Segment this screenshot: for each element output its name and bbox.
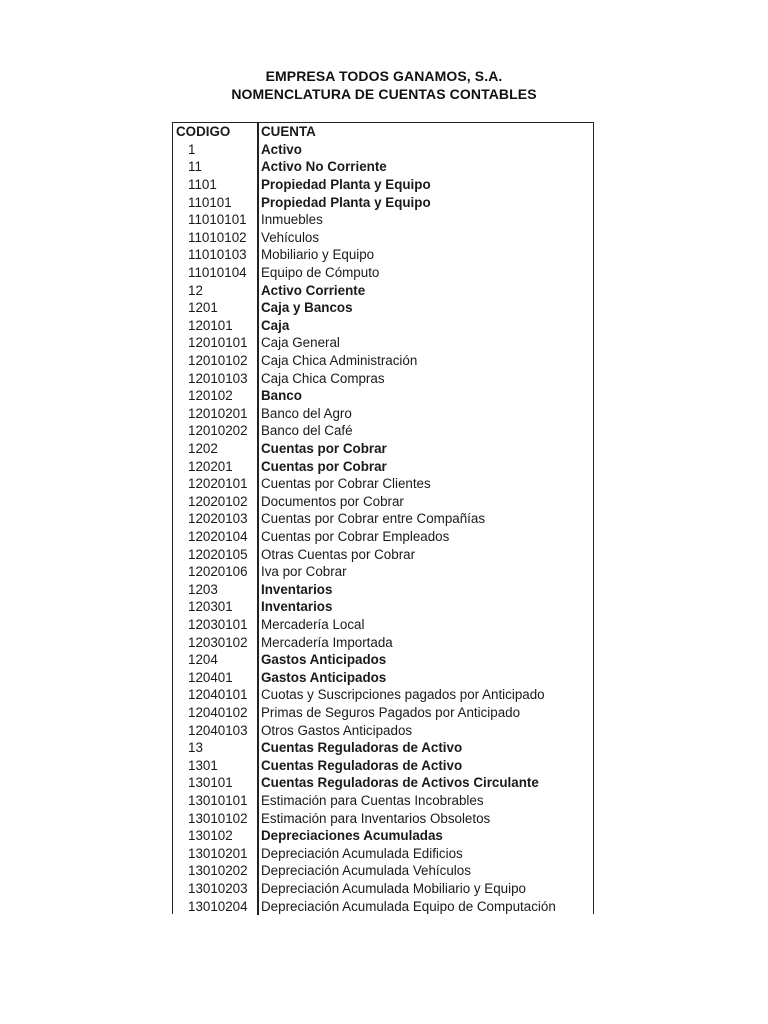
account-code: 12020104: [188, 529, 248, 544]
table-row: [173, 528, 593, 546]
account-code: 13010203: [188, 881, 248, 896]
account-code: 110101: [188, 194, 232, 210]
table-row: [173, 704, 593, 722]
header-account: CUENTA: [261, 124, 316, 139]
header-code: CODIGO: [176, 124, 231, 139]
account-code: 120201: [188, 458, 233, 474]
account-name: Propiedad Planta y Equipo: [261, 177, 431, 192]
account-name: Cuentas Reguladoras de Activo: [261, 740, 463, 756]
account-name: Activo: [261, 141, 302, 157]
table-row: [173, 475, 593, 493]
account-code: 120101: [188, 317, 233, 333]
account-code: 1204: [188, 652, 218, 668]
account-name: Primas de Seguros Pagados por Anticipado: [261, 705, 521, 720]
account-code: 1203: [188, 581, 218, 597]
account-code: 12020102: [188, 493, 248, 509]
account-name: Cuotas y Suscripciones pagados por Anticipado: [261, 687, 545, 703]
table-row: [173, 370, 593, 388]
account-name: Otros Gastos Anticipados: [261, 722, 413, 738]
table-row: [173, 634, 593, 652]
account-code: 11: [188, 159, 202, 175]
account-code: 13010202: [188, 863, 248, 879]
account-code: 12010201: [188, 405, 248, 421]
account-name: Banco del Agro: [261, 405, 352, 421]
account-name: Mercadería Local: [261, 617, 365, 632]
account-code: 12030102: [188, 634, 248, 650]
account-name: Caja Chica Compras: [261, 370, 385, 386]
account-code: 13010101: [188, 793, 248, 808]
account-name: Gastos Anticipados: [261, 669, 387, 685]
account-code: 1: [188, 141, 196, 157]
account-name: Depreciación Acumulada Mobiliario y Equipo: [261, 881, 526, 896]
account-code: 1101: [188, 177, 217, 192]
table-row: [173, 792, 593, 810]
account-name: Banco del Café: [261, 423, 353, 439]
table-row: [173, 546, 593, 564]
account-code: 11010103: [188, 247, 247, 263]
account-code: 12010101: [188, 335, 248, 351]
account-code: 120102: [188, 388, 233, 404]
account-name: Iva por Cobrar: [261, 564, 347, 580]
account-name: Depreciación Acumulada Edificios: [261, 845, 463, 861]
account-code: 11010102: [188, 229, 247, 245]
account-code: 12040102: [188, 705, 248, 720]
account-code: 11010104: [188, 265, 247, 280]
table-row: [173, 246, 593, 264]
account-code: 1201: [188, 300, 218, 316]
table-row: [173, 317, 593, 335]
table-header-row: [173, 123, 593, 141]
account-code: 12020105: [188, 546, 248, 562]
account-name: Cuentas por Cobrar: [261, 441, 387, 456]
account-name: Gastos Anticipados: [261, 652, 387, 668]
table-row: [173, 774, 593, 792]
document-title: NOMENCLATURA DE CUENTAS CONTABLES: [231, 86, 537, 102]
table-row: [173, 563, 593, 581]
table-row: [173, 493, 593, 511]
account-code: 13: [188, 740, 203, 756]
table-row: [173, 898, 593, 916]
table-row: [173, 757, 593, 775]
table-row: [173, 616, 593, 634]
table-row: [173, 686, 593, 704]
account-code: 12040101: [188, 687, 248, 703]
table-row: [173, 862, 593, 880]
account-code: 130102: [188, 828, 233, 844]
account-name: Cuentas Reguladoras de Activos Circulante: [261, 775, 539, 791]
account-code: 13010204: [188, 898, 248, 914]
table-row: [173, 387, 593, 405]
account-name: Depreciación Acumulada Equipo de Computación: [261, 898, 556, 914]
account-name: Depreciaciones Acumuladas: [261, 828, 443, 844]
account-name: Cuentas por Cobrar: [261, 458, 387, 474]
table-row: [173, 176, 593, 194]
account-name: Inventarios: [261, 599, 333, 615]
account-name: Cuentas por Cobrar Empleados: [261, 529, 450, 544]
account-name: Banco: [261, 388, 302, 404]
table-row: [173, 229, 593, 247]
account-code: 12020103: [188, 511, 248, 527]
account-name: Activo No Corriente: [261, 159, 387, 175]
table-row: [173, 422, 593, 440]
table-row: [173, 282, 593, 300]
table-row: [173, 739, 593, 757]
account-name: Equipo de Cómputo: [261, 265, 380, 280]
account-code: 120301: [188, 599, 233, 615]
account-code: 12010103: [188, 370, 248, 386]
table-row: [173, 581, 593, 599]
account-code: 1202: [188, 441, 218, 456]
account-code: 12: [188, 282, 203, 298]
company-title: EMPRESA TODOS GANAMOS, S.A.: [265, 68, 503, 84]
account-name: Otras Cuentas por Cobrar: [261, 546, 416, 562]
account-code: 12020101: [188, 476, 248, 492]
table-row: [173, 598, 593, 616]
account-name: Inmuebles: [261, 212, 323, 228]
table-row: [173, 669, 593, 687]
account-code: 12040103: [188, 722, 248, 738]
account-code: 1301: [188, 757, 218, 773]
account-name: Vehículos: [261, 229, 320, 245]
account-name: Mercadería Importada: [261, 634, 393, 650]
account-name: Estimación para Inventarios Obsoletos: [261, 810, 491, 826]
table-row: [173, 264, 593, 282]
account-name: Inventarios: [261, 581, 333, 597]
account-name: Cuentas por Cobrar Clientes: [261, 476, 431, 492]
account-code: 12020106: [188, 564, 248, 580]
account-code: 12010202: [188, 423, 248, 439]
table-row: [173, 845, 593, 863]
account-name: Documentos por Cobrar: [261, 493, 404, 509]
table-row: [173, 194, 593, 212]
table-row: [173, 458, 593, 476]
account-name: Estimación para Cuentas Incobrables: [261, 793, 484, 808]
table-row: [173, 158, 593, 176]
account-code: 120401: [188, 669, 233, 685]
account-name: Propiedad Planta y Equipo: [261, 194, 431, 210]
table-row: [173, 352, 593, 370]
account-code: 11010101: [188, 212, 247, 228]
table-row: [173, 211, 593, 229]
account-name: Depreciación Acumulada Vehículos: [261, 863, 471, 879]
table-row: [173, 440, 593, 458]
account-name: Mobiliario y Equipo: [261, 247, 375, 263]
table-row: [173, 334, 593, 352]
table-row: [173, 827, 593, 845]
table-row: [173, 722, 593, 740]
accounts-table: [172, 122, 594, 914]
account-name: Activo Corriente: [261, 282, 366, 298]
table-row: [173, 141, 593, 159]
table-row: [173, 299, 593, 317]
account-code: 130101: [188, 775, 233, 791]
table-row: [173, 880, 593, 898]
account-name: Caja y Bancos: [261, 300, 353, 316]
account-code: 12010102: [188, 353, 248, 368]
table-row: [173, 510, 593, 528]
account-name: Cuentas por Cobrar entre Compañías: [261, 511, 486, 527]
table-row: [173, 405, 593, 423]
table-row: [173, 810, 593, 828]
account-name: Caja: [261, 317, 290, 333]
account-code: 12030101: [188, 617, 248, 632]
table-row: [173, 651, 593, 669]
account-name: Cuentas Reguladoras de Activo: [261, 757, 463, 773]
account-code: 13010102: [188, 810, 248, 826]
account-name: Caja Chica Administración: [261, 353, 418, 368]
account-code: 13010201: [188, 845, 248, 861]
account-name: Caja General: [261, 335, 340, 351]
